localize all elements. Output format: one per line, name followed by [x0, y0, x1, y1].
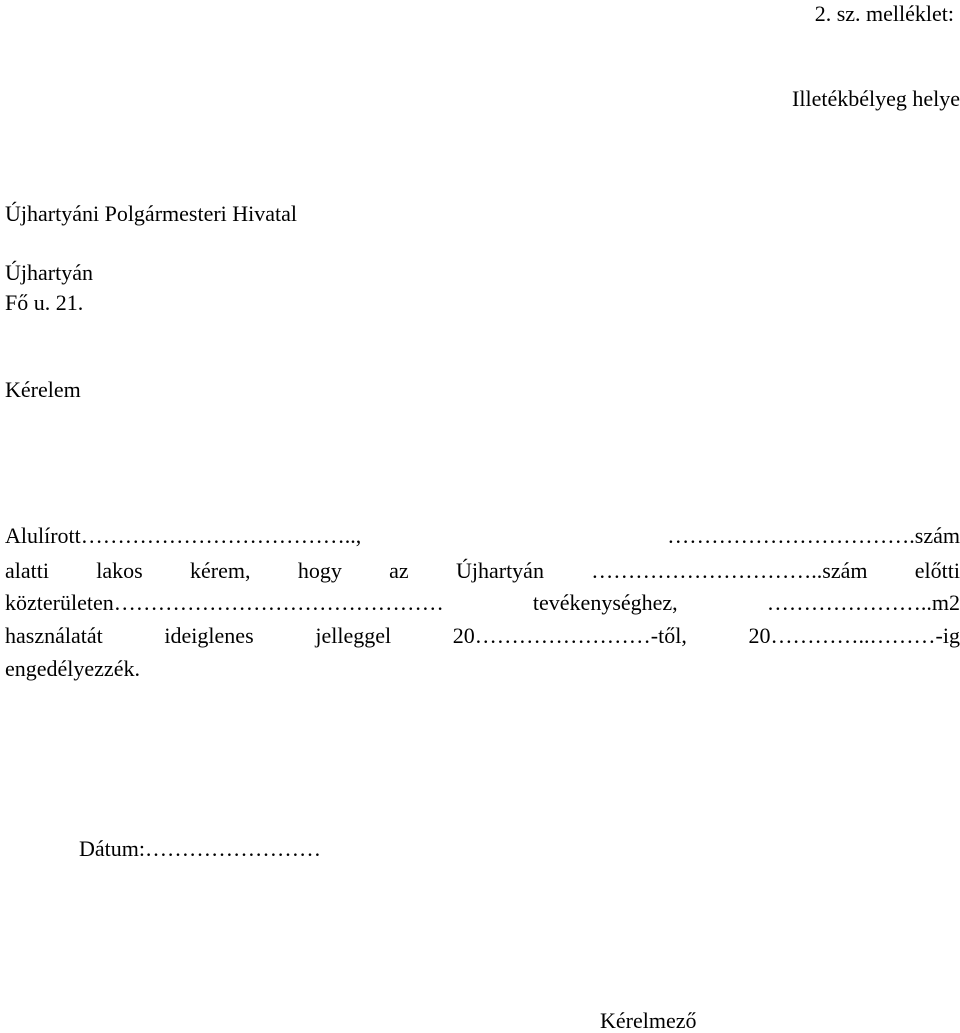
paragraph-line: közterületen……………………………………… tevékenységhez, …………………..m2 — [5, 590, 960, 615]
office-name: Újhartyáni Polgármesteri Hivatal — [5, 201, 298, 226]
paragraph-line: alatti lakos kérem, hogy az Újhartyán …………………………..szám előtti — [5, 558, 960, 583]
date-line: Dátum:…………………… — [79, 836, 321, 861]
office-street: Fő u. 21. — [5, 290, 84, 315]
paragraph-line: használatát ideiglenes jelleggel 20……………………-től, 20…………..………-ig — [5, 623, 960, 648]
stamp-place-label: Illetékbélyeg helye — [792, 86, 960, 111]
office-city: Újhartyán — [5, 260, 93, 285]
signature-label: Kérelmező — [600, 1008, 697, 1033]
annex-label: 2. sz. melléklet: — [814, 1, 954, 26]
paragraph-line: Alulírott……………………………….., …………………………….szám — [5, 523, 960, 548]
paragraph-last-line: engedélyezzék. — [5, 656, 140, 681]
document-title: Kérelem — [5, 377, 81, 402]
